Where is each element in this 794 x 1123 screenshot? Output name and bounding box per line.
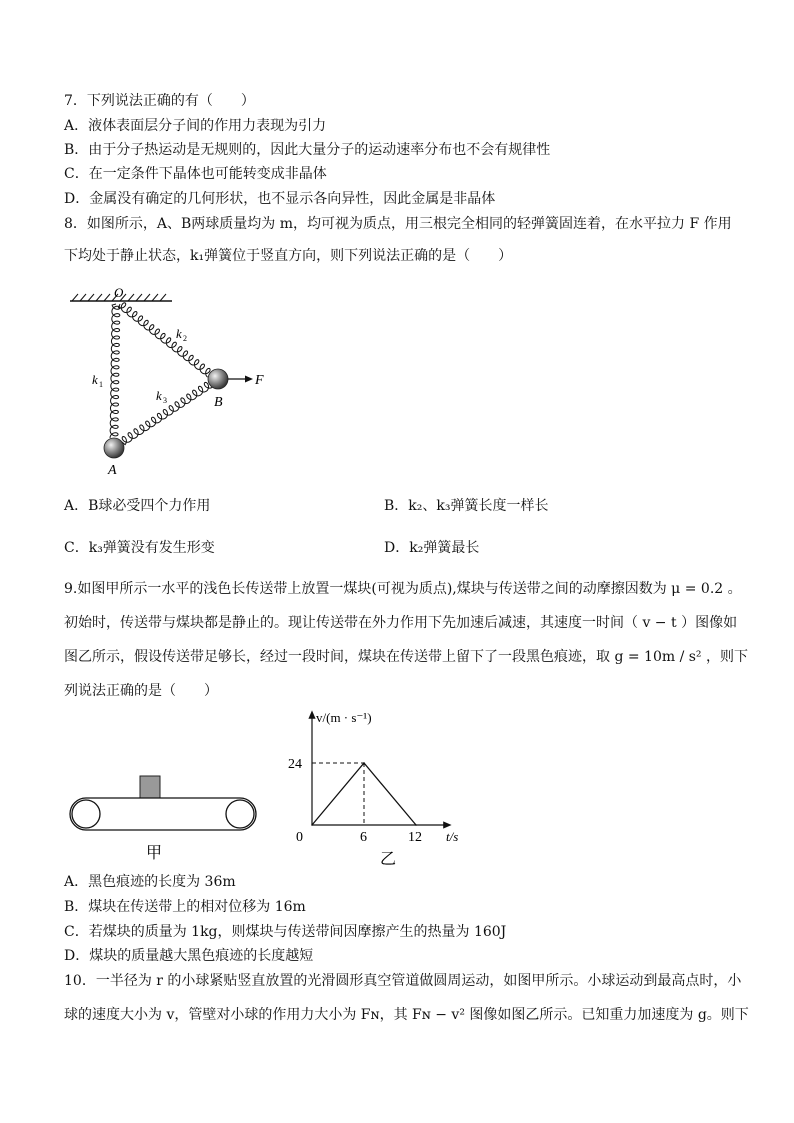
q7-option-a: A．液体表面层分子间的作用力表现为引力 bbox=[64, 118, 327, 134]
label-b: B bbox=[214, 395, 223, 410]
q7-option-b: B．由于分子热运动是无规则的，因此大量分子的运动速率分布也不会有规律性 bbox=[64, 142, 551, 158]
q8-option-c: C．k₃弹簧没有发生形变 bbox=[64, 540, 215, 556]
q8-option-a: A．B球必受四个力作用 bbox=[64, 498, 211, 514]
q8-option-d: D．k₂弹簧最长 bbox=[384, 540, 480, 556]
coal-block bbox=[140, 776, 160, 798]
q8-stem-line2: 下均处于静止状态，k₁弹簧位于竖直方向，则下列说法正确的是（ ） bbox=[64, 248, 513, 264]
label-o: O bbox=[114, 285, 124, 300]
left-pulley bbox=[72, 800, 100, 828]
label-k3: k bbox=[156, 388, 162, 403]
q9-vt-chart bbox=[282, 708, 472, 868]
q9-option-a: A．黑色痕迹的长度为 36m bbox=[64, 874, 236, 890]
q7-option-d: D．金属没有确定的几何形状，也不显示各向异性，因此金属是非晶体 bbox=[64, 191, 496, 207]
q8-stem-line1: 8．如图所示，A、B两球质量均为 m，均可视为质点，用三根完全相同的轻弹簧固连着，在水平拉力 F 作用 bbox=[64, 216, 732, 232]
x-tick-label: 6 bbox=[360, 830, 367, 845]
y-axis-label: v/(m · s⁻¹) bbox=[316, 710, 372, 725]
fig-jia-caption: 甲 bbox=[146, 845, 163, 862]
label-k1: k bbox=[92, 372, 98, 387]
spring-k2-coil bbox=[119, 303, 211, 377]
spring-k3-coil bbox=[122, 382, 212, 444]
q7-stem: 7．下列说法正确的有（ ） bbox=[64, 93, 255, 109]
spring-k1 bbox=[110, 304, 120, 438]
q9-stem-line2: 初始时，传送带与煤块都是静止的。现让传送带在外力作用下先加速后减速，其速度一时间（ v − t ）图像如 bbox=[64, 615, 738, 631]
x-axis-label: t/s bbox=[446, 829, 459, 844]
right-pulley bbox=[226, 800, 254, 828]
x-tick-label: 12 bbox=[408, 830, 422, 845]
q10-stem-line1: 10．一半径为 r 的小球紧贴竖直放置的光滑圆形真空管道做圆周运动，如图甲所示。小球运动到最高点时，小 bbox=[64, 973, 742, 989]
q9-stem-line4: 列说法正确的是（ ） bbox=[64, 683, 218, 699]
origin-label: 0 bbox=[296, 830, 303, 845]
q9-stem-line1: 9.如图甲所示一水平的浅色长传送带上放置一煤块(可视为质点),煤块与传送带之间的动摩擦因数为 μ = 0.2 。 bbox=[64, 581, 742, 597]
ball-b bbox=[208, 369, 228, 389]
label-f: F bbox=[255, 373, 264, 388]
force-arrow-head bbox=[245, 376, 253, 383]
q8-spring-figure bbox=[64, 282, 274, 477]
label-k2: k bbox=[176, 326, 182, 341]
q8-option-b: B．k₂、k₃弹簧长度一样长 bbox=[384, 498, 549, 514]
q9-option-d: D．煤块的质量越大黑色痕迹的长度越短 bbox=[64, 948, 314, 964]
ball-a bbox=[104, 438, 124, 458]
label-k2-sub: 2 bbox=[183, 334, 187, 343]
data-point bbox=[415, 824, 417, 826]
q9-option-c: C．若煤块的质量为 1kg，则煤块与传送带间因摩擦产生的热量为 160J bbox=[64, 924, 507, 940]
q10-stem-line2: 球的速度大小为 v，管壁对小球的作用力大小为 Fɴ，其 Fɴ − v² 图像如图乙所示。已知重力加速度为 g。则下 bbox=[64, 1007, 749, 1023]
q9-stem-line3: 图乙所示，假设传送带足够长，经过一段时间，煤块在传送带上留下了一段黑色痕迹，取 g = 10m / s² ，则下 bbox=[64, 649, 748, 665]
label-k1-sub: 1 bbox=[99, 380, 103, 389]
q9-option-b: B．煤块在传送带上的相对位移为 16m bbox=[64, 899, 306, 915]
spring-k1-coil bbox=[110, 304, 120, 438]
label-k3-sub: 3 bbox=[163, 396, 167, 405]
spring-k3 bbox=[122, 382, 212, 444]
q7-option-c: C．在一定条件下晶体也可能转变成非晶体 bbox=[64, 166, 327, 182]
label-a: A bbox=[108, 463, 117, 477]
y-tick-label: 24 bbox=[288, 757, 302, 772]
data-point bbox=[311, 824, 313, 826]
q9-conveyor-figure bbox=[64, 772, 264, 864]
spring-k2 bbox=[119, 303, 211, 377]
fig-yi-caption: 乙 bbox=[380, 851, 397, 868]
